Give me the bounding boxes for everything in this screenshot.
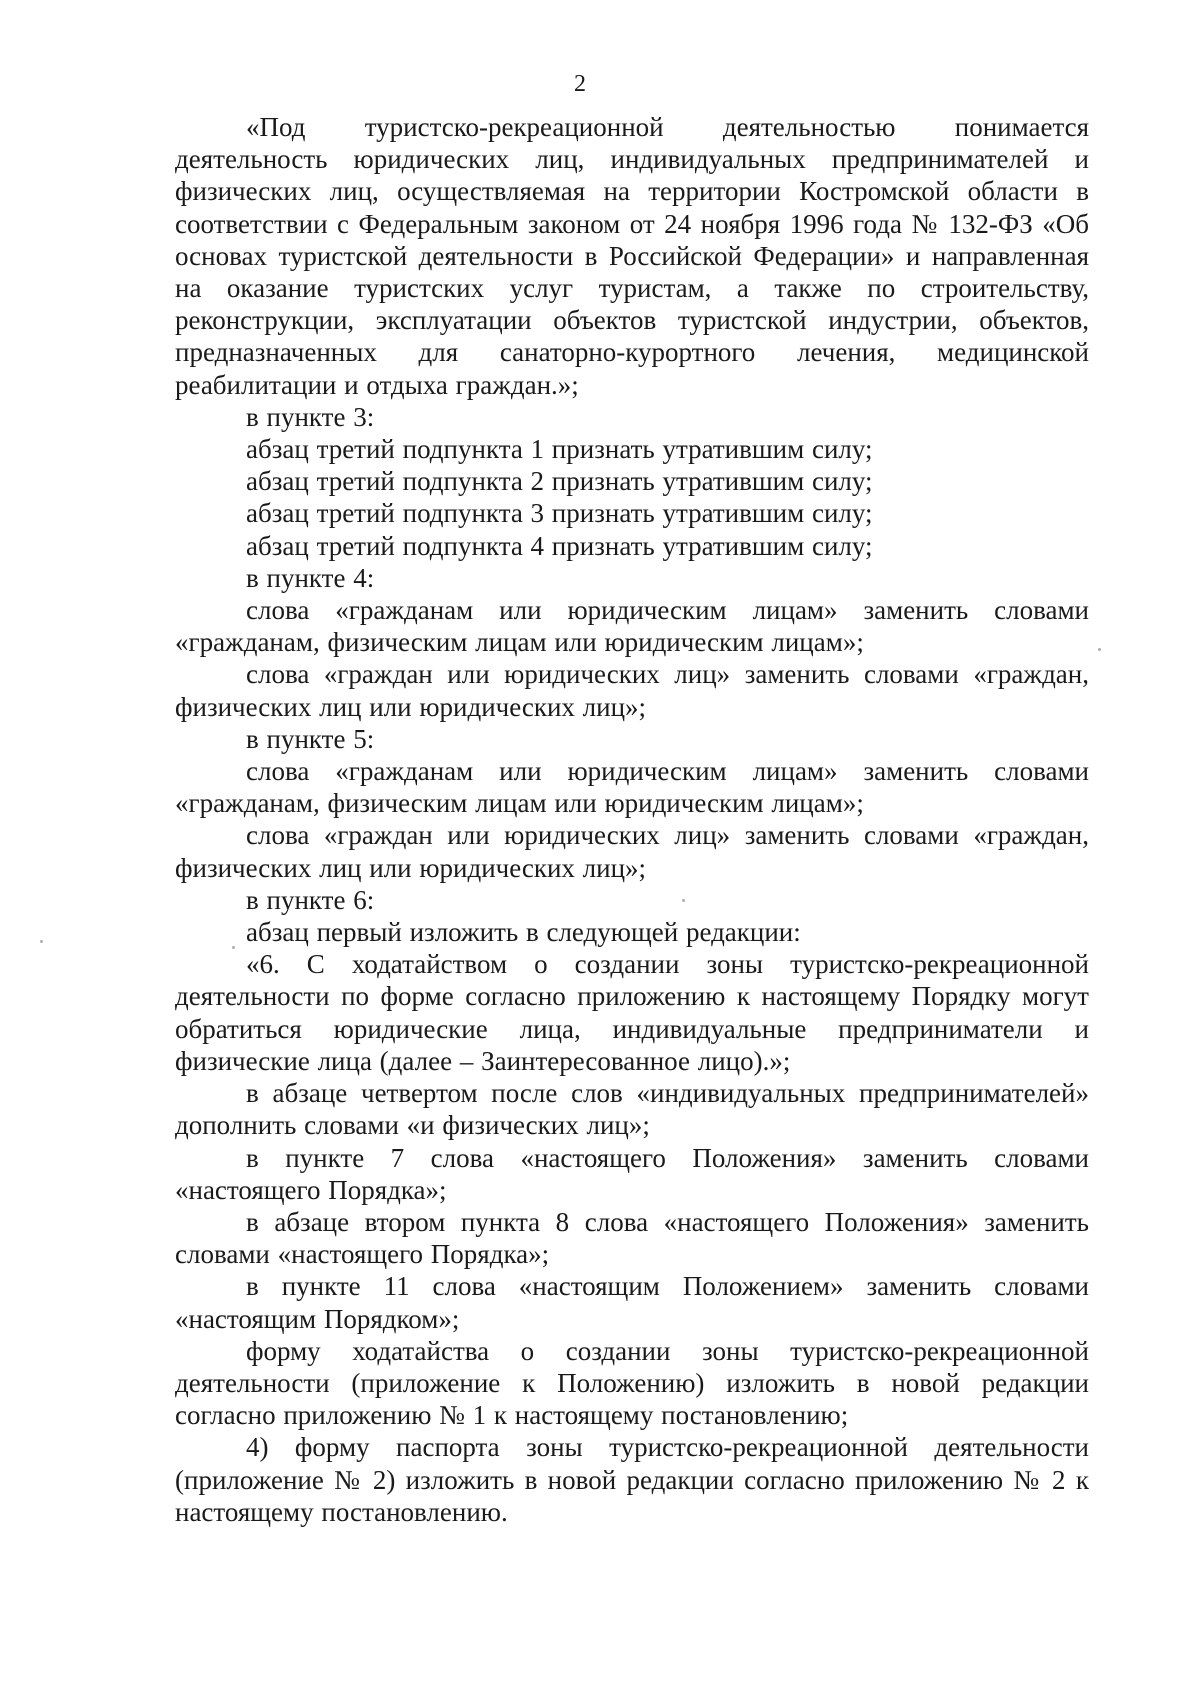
scan-speck	[682, 899, 685, 902]
paragraph-petition-form: форму ходатайства о создании зоны туристско-рекреационной деятельности (приложение к Положению) изложить в новой редакции согласно приложению № 1 к настоящему постановлению;	[175, 1335, 1089, 1431]
scan-speck	[232, 946, 235, 949]
paragraph-clause-4-words-2: слова «граждан или юридических лиц» заменить словами «граждан, физических лиц или юридических лиц»;	[175, 659, 1089, 722]
paragraph-clause-7: в пункте 7 слова «настоящего Положения» заменить словами «настоящего Порядка»;	[175, 1142, 1089, 1205]
paragraph-subclause-4: абзац третий подпункта 4 признать утратившим силу;	[246, 530, 873, 561]
paragraph-clause-3: в пункте 3:	[246, 401, 375, 432]
scan-speck	[1098, 648, 1101, 651]
paragraph-clause-6-new-text: «6. С ходатайством о создании зоны туристско-рекреационной деятельности по форме согласно приложению к настоящему Порядку могут обратиться юридические лица, индивидуальные предприниматели и физические лица (далее – Заинтересованное лицо).»;	[175, 949, 1089, 1076]
paragraph-clause-5: в пункте 5:	[246, 723, 375, 754]
paragraph-clause-11: в пункте 11 слова «настоящим Положением» заменить словами «настоящим Порядком»;	[175, 1271, 1089, 1334]
paragraph-clause-8: в абзаце втором пункта 8 слова «настоящего Положения» заменить словами «настоящего Порядка»;	[175, 1206, 1089, 1270]
page-number: 2	[574, 71, 586, 97]
paragraph-subclause-3: абзац третий подпункта 3 признать утратившим силу;	[246, 498, 873, 529]
paragraph-passport-form: 4) форму паспорта зоны туристско-рекреационной деятельности (приложение № 2) изложить в новой редакции согласно приложению № 2 к настоящему постановлению.	[175, 1432, 1089, 1527]
scan-speck	[40, 940, 43, 943]
paragraph-clause-6-intro: абзац первый изложить в следующей редакции:	[246, 917, 801, 948]
paragraph-clause-4-words-1: слова «гражданам или юридическим лицам» заменить словами «гражданам, физическим лицам или юридическим лицам»;	[175, 595, 1089, 658]
document-body	[175, 111, 1089, 1528]
paragraph-clause-5-words-2: слова «граждан или юридических лиц» заменить словами «граждан, физических лиц или юридических лиц»;	[175, 820, 1089, 883]
paragraph-fourth-paragraph-addition: в абзаце четвертом после слов «индивидуальных предпринимателей» дополнить словами «и физических лиц»;	[175, 1078, 1089, 1141]
paragraph-definition: «Под туристско-рекреационной деятельностью понимается деятельность юридических лиц, индивидуальных предпринимателей и физических лиц, осуществляемая на территории Костромской области в соответствии с Федеральным законом от 24 ноября 1996 года № 132-ФЗ «Об основах туристской деятельности в Российской Федерации» и направленная на оказание туристских услуг туристам, а также по строительству, реконструкции, эксплуатации объектов туристской индустрии, объектов, предназначенных для санаторно-курортного лечения, медицинской реабилитации и отдыха граждан.»;	[175, 112, 1089, 400]
paragraph-subclause-2: абзац третий подпункта 2 признать утратившим силу;	[246, 466, 873, 497]
paragraph-clause-4: в пункте 4:	[246, 562, 375, 593]
paragraph-subclause-1: абзац третий подпункта 1 признать утратившим силу;	[246, 434, 873, 465]
paragraph-clause-6: в пункте 6:	[246, 884, 375, 915]
paragraph-clause-5-words-1: слова «гражданам или юридическим лицам» заменить словами «гражданам, физическим лицам или юридическим лицам»;	[175, 756, 1089, 819]
